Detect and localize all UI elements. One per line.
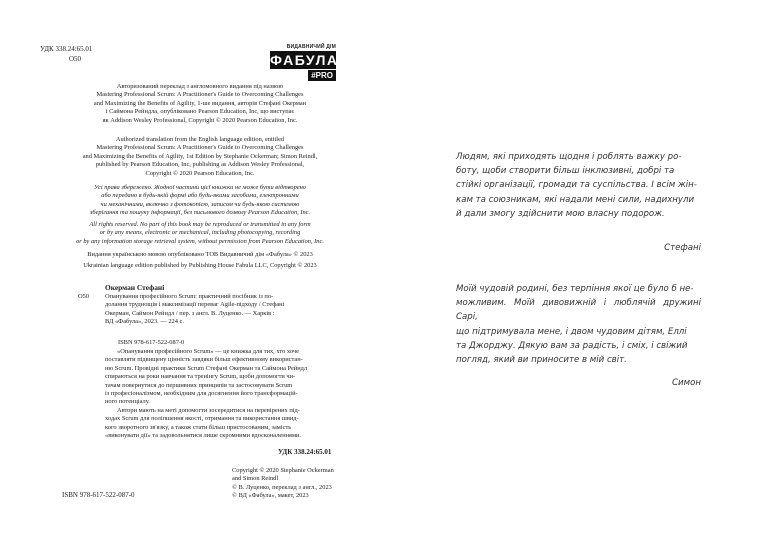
- signature-simon: Симон: [672, 378, 701, 388]
- uk-rights-notice: [50, 184, 350, 218]
- text-line: боту, щоби створити більш інклюзивні, добрі та: [456, 166, 675, 177]
- copyright-block: [232, 467, 362, 501]
- text-line: or by any information storage retrieval system, without permission from Pearson Education, Inc.: [76, 237, 324, 245]
- uk-edition-note: Видання українською мовою опубліковано ТОВ Видавничий дім «Фабула» © 2023: [87, 251, 313, 258]
- udk-top: УДК 338.24:65.01: [40, 45, 93, 53]
- text-line: © В. Луценко, переклад з англ., 2023: [232, 483, 332, 491]
- text-line: погляд, який ви приносите в мій світ.: [456, 355, 627, 366]
- text-line: й дали змогу здійснити мою власну подорож.: [456, 208, 665, 219]
- text-line: © ВД «Фабула», макет, 2023: [232, 492, 309, 500]
- text-line: Авторизований переклад з англомовного видання під назвою: [116, 83, 284, 90]
- text-line: зберігання та пошуку інформації, без письмового дозволу Pearson Education, Inc.: [89, 209, 311, 217]
- text-line: кого зворотного зв'язку, а також стати більш пристосованим, замість: [105, 423, 292, 431]
- text-line: published by Pearson Education, Inc, publishing as Addison Wesley Professional,: [95, 161, 305, 169]
- text-line: Моїй чудовій родині, без терпіння якої це було б не-: [456, 284, 694, 294]
- text-line: можливим. Моїй дивовижній і люблячій дружині Сарі,: [456, 298, 701, 323]
- text-line: and Maximizing the Benefits of Agility, 1-ше видання, авторів Стефані Окерман: [93, 99, 307, 107]
- text-line: and Simon Reindl: [232, 475, 279, 483]
- author-name: Окерман Стефані: [105, 283, 165, 292]
- uk-translation-note: [50, 83, 350, 125]
- text-line: спираються на роки навчання та тренінгу Scrum, щоби допомогти чи-: [105, 373, 296, 381]
- text-line: тачам повернутися до першивних принципів та застосовувати Scrum: [105, 381, 293, 389]
- o50-catalog: О50: [78, 293, 90, 300]
- text-line: і Саймона Рейндла, опубліковано Pearson Education, Inc, що виступає: [105, 108, 295, 116]
- text-line: долання труднощів і максимізації переваг Agile-підходу / Стефані: [105, 301, 285, 309]
- right-page: [384, 0, 768, 547]
- text-line: поставляти підвищену цінність завдяки більш ефективному використан-: [105, 356, 303, 364]
- text-line: що підтримувала мене, і двом чудовим дітям, Еллі: [456, 326, 687, 337]
- publisher-logo: [270, 44, 339, 88]
- text-line: ного потенціалу.: [105, 398, 150, 406]
- dedication-simon: [456, 282, 701, 367]
- dedication-stephanie: [456, 150, 701, 221]
- en-edition-note: Ukrainian language edition published by Publishing House Fabula LLC, Copyright © 2023: [83, 262, 317, 269]
- text-line: чи механічними, включно з фотокопією, записом чи будь-якою системою: [100, 200, 300, 208]
- catalog-description: [105, 293, 345, 327]
- text-line: ню Scrum. Провідні практики Scrum Стефані Окерман та Саймона Рейндл: [105, 364, 308, 372]
- text-line: Окерман, Саймон Рейндл / пер. з англ. В. Луценко. — Харків :: [105, 309, 275, 317]
- en-rights-notice: [40, 221, 360, 246]
- text-line: ходах Scrum для поліпшення якості, отримання та використання швид-: [105, 415, 299, 423]
- udk-bottom: УДК 338.24:65.01: [278, 448, 332, 456]
- en-translation-note: [50, 136, 350, 178]
- logo-main-text: ФАБУЛА: [270, 52, 339, 68]
- text-line: Copyright © 2020 Pearson Education, Inc.: [145, 169, 255, 177]
- text-line: із професіоналізмом, необхідним для досягнення його трансформацій-: [105, 390, 298, 398]
- text-line: та Джорджу. Дякую вам за радість, і сміх, і свіжий: [456, 340, 688, 351]
- text-line: ВД «Фабула», 2023. — 224 с.: [105, 318, 184, 326]
- o50-top: О50: [69, 55, 82, 63]
- text-line: or by any means, electronic or mechanical, including photocopying, recording: [99, 229, 301, 237]
- text-line: «Опанування професійного Scrum» — це книжка для тих, хто хоче: [117, 348, 299, 355]
- text-line: Опанування професійного Scrum: практичний посібник із по-: [105, 293, 274, 300]
- text-line: Автори мають на меті допомогти зосередитися на перевірених під-: [117, 406, 300, 414]
- text-line: кам та союзникам, які надали мені сили, надихнули: [456, 194, 695, 205]
- text-line: або передано в будь-якій формі або будь-якими засобами, електронними: [101, 192, 299, 200]
- isbn-catalog: ISBN 978-617-522-087-0: [118, 339, 185, 346]
- text-line: Mastering Professional Scrum: A Practitioner's Guide to Overcoming Challenges: [96, 144, 304, 152]
- text-line: All rights reserved. No part of this book may be reproduced or transmitted in any form: [89, 221, 311, 228]
- text-line: Людям, які приходять щодня і роблять важку ро-: [456, 152, 682, 162]
- text-line: Copyright © 2020 Stephanie Ockerman: [232, 467, 334, 474]
- text-line: Усі права збережено. Жодної частини цієї книжки не може бути відтворено: [94, 184, 306, 191]
- text-line: Mastering Professional Scrum: A Practitioner's Guide to Overcoming Challenges: [96, 91, 304, 99]
- logo-top-text: ВИДАВНИЧИЙ ДІМ: [286, 44, 336, 50]
- annotation: [105, 348, 345, 440]
- text-line: стійкі організації, громади та суспільства. І всім жін-: [456, 180, 697, 191]
- isbn-bottom: ISBN 978-617-522-087-0: [62, 491, 135, 499]
- text-line: and Maximizing the Benefits of Agility, 1st Edition by Stephanie Ockerman; Simon Reindl,: [82, 152, 318, 160]
- text-line: «виконувати дії» та задовольнятися лише скромними вдосконаленнями.: [105, 432, 302, 440]
- text-line: як Addison Wesley Professional, Copyright © 2020 Pearson Education, Inc.: [102, 116, 298, 124]
- logo-pro-text: #PRO: [308, 70, 336, 81]
- text-line: Authorized translation from the English language edition, entitled: [115, 136, 285, 143]
- signature-stephanie: Стефані: [664, 243, 701, 253]
